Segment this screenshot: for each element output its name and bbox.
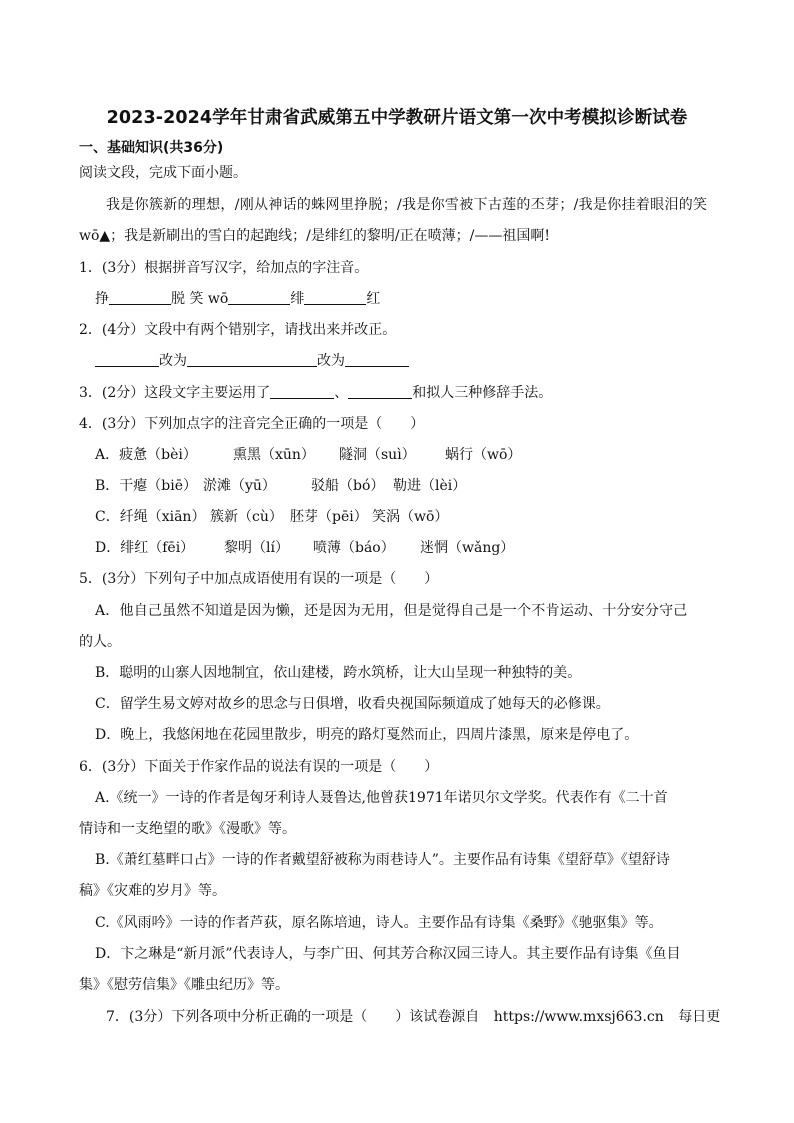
question-1-stem: 1．(3分）根据拼音写汉字，给加点的字注音。	[79, 260, 369, 276]
option-item: 迷惘（wǎng）	[420, 540, 515, 556]
question-4-option-d[interactable]	[95, 539, 514, 557]
answer-blank[interactable]	[304, 290, 366, 305]
source-url-link[interactable]: https://www.mxsj663.cn	[493, 1009, 664, 1025]
question-2-blanks	[95, 352, 409, 370]
q3-text-c: 和拟人三种修辞手法。	[412, 385, 553, 401]
q1-char-3: 绯	[290, 291, 305, 307]
option-item: 喷薄（báo）	[313, 540, 395, 556]
question-5-option-c[interactable]: C．留学生易文婷对故乡的思念与日俱增，收看央视国际频道成了她每天的必修课。	[95, 696, 610, 712]
option-item: 淤滩（yū）	[203, 478, 276, 494]
answer-blank[interactable]	[228, 290, 290, 305]
page-title: 2023-2024学年甘肃省武威第五中学教研片语文第一次中考模拟诊断试卷	[106, 108, 688, 128]
option-item: 簇新（cù）	[210, 509, 283, 525]
question-4-option-b[interactable]	[95, 477, 466, 495]
question-4-option-c[interactable]	[95, 508, 448, 526]
q7-stem-text: 7．(3分）下列各项中分析正确的一项是（ ）该试卷源自	[106, 1009, 480, 1025]
q3-text-a: 3．(2分）这段文字主要运用了	[79, 385, 271, 401]
question-7-stem	[106, 1008, 720, 1026]
option-item: A．疲惫（bèi）	[95, 447, 197, 463]
question-5-stem: 5．(3分）下列句子中加点成语使用有误的一项是（ ）	[79, 571, 439, 587]
answer-blank[interactable]	[95, 352, 159, 367]
q1-char-2: 脱 笑 wō	[171, 291, 229, 307]
q1-char-4: 红	[366, 291, 381, 307]
q2-change-1: 改为	[159, 353, 187, 369]
q2-change-2: 改为	[317, 353, 345, 369]
q1-char-1: 挣	[95, 291, 109, 307]
question-4-option-a[interactable]	[95, 446, 521, 464]
question-4-stem: 4．(3分）下列加点字的注音完全正确的一项是（ ）	[79, 416, 425, 432]
question-6-option-d[interactable]: D．卞之琳是“新月派”代表诗人，与李广田、何其芳合称汉园三诗人。其主要作品有诗集《鱼目	[95, 946, 681, 962]
option-item: D．绯红（fēi）	[95, 540, 195, 556]
option-item: 勒进（lèi）	[393, 478, 467, 494]
question-6-stem: 6．(3分）下面关于作家作品的说法有误的一项是（ ）	[79, 759, 439, 775]
option-item: B．干瘪（biē）	[95, 478, 198, 494]
question-6-option-b[interactable]: B.《萧红墓畔口占》一诗的作者戴望舒被称为雨巷诗人”。主要作品有诗集《望舒草》《望舒诗	[95, 852, 670, 868]
question-1-blanks	[95, 290, 380, 308]
question-5-option-a-cont: 的人。	[79, 634, 121, 650]
question-6-option-c[interactable]: C.《风雨吟》一诗的作者芦荻，原名陈培迪，诗人。主要作品有诗集《桑野》《驰驱集》等。	[95, 915, 663, 931]
intro-text: 阅读文段，完成下面小题。	[79, 165, 247, 181]
q3-text-b: 、	[334, 385, 349, 401]
answer-blank[interactable]	[345, 352, 409, 367]
question-5-option-b[interactable]: B．聪明的山寨人因地制宜，依山建楼，跨水筑桥，让大山呈现一种独特的美。	[95, 665, 582, 681]
option-item: 熏黑（xūn）	[233, 447, 315, 463]
passage-line-2: wō▲；我是新刷出的雪白的起跑线；/是绯红的黎明/正在喷薄；/——祖国啊!	[79, 228, 550, 244]
option-item: C．纤绳（xiān）	[95, 509, 206, 525]
question-5-option-a[interactable]: A．他自己虽然不知道是因为懒，还是因为无用，但是觉得自己是一个不肯运动、十分安分守己	[95, 603, 688, 619]
question-3	[79, 384, 552, 402]
q7-tail-text: 每日更	[678, 1009, 721, 1025]
section-heading: 一、基础知识(共36分)	[79, 140, 224, 156]
option-item: 隧洞（suì）	[339, 447, 416, 463]
question-5-option-d[interactable]: D．晚上，我悠闲地在花园里散步，明亮的路灯戛然而止，四周片漆黑，原来是停电了。	[95, 727, 639, 743]
option-item: 蜗行（wō）	[445, 447, 522, 463]
question-6-option-d-cont: 集》《慰劳信集》《雕虫纪历》等。	[79, 977, 289, 993]
option-item: 驳船（bó）	[311, 478, 385, 494]
answer-blank[interactable]	[187, 352, 317, 367]
question-6-option-a[interactable]: A.《统一》一诗的作者是匈牙利诗人聂鲁达,他曾获1971年诺贝尔文学奖。代表作有《二十首	[95, 790, 668, 806]
option-item: 黎明（lí）	[224, 540, 289, 556]
option-item: 胚芽（pēi）	[290, 509, 368, 525]
question-2-stem: 2．(4分）文段中有两个错别字，请找出来并改正。	[79, 322, 397, 338]
answer-blank[interactable]	[270, 384, 334, 399]
passage-line-1: 我是你簇新的理想，/刚从神话的蛛网里挣脱；/我是你雪被下古莲的丕芽；/我是你挂着眼泪的笑	[106, 197, 708, 213]
answer-blank[interactable]	[348, 384, 412, 399]
question-6-option-a-cont: 情诗和一支绝望的歌》《漫歌》等。	[79, 821, 296, 837]
question-6-option-b-cont: 稿》《灾难的岁月》等。	[79, 883, 226, 899]
option-item: 笑涡（wō）	[372, 509, 449, 525]
answer-blank[interactable]	[109, 290, 171, 305]
